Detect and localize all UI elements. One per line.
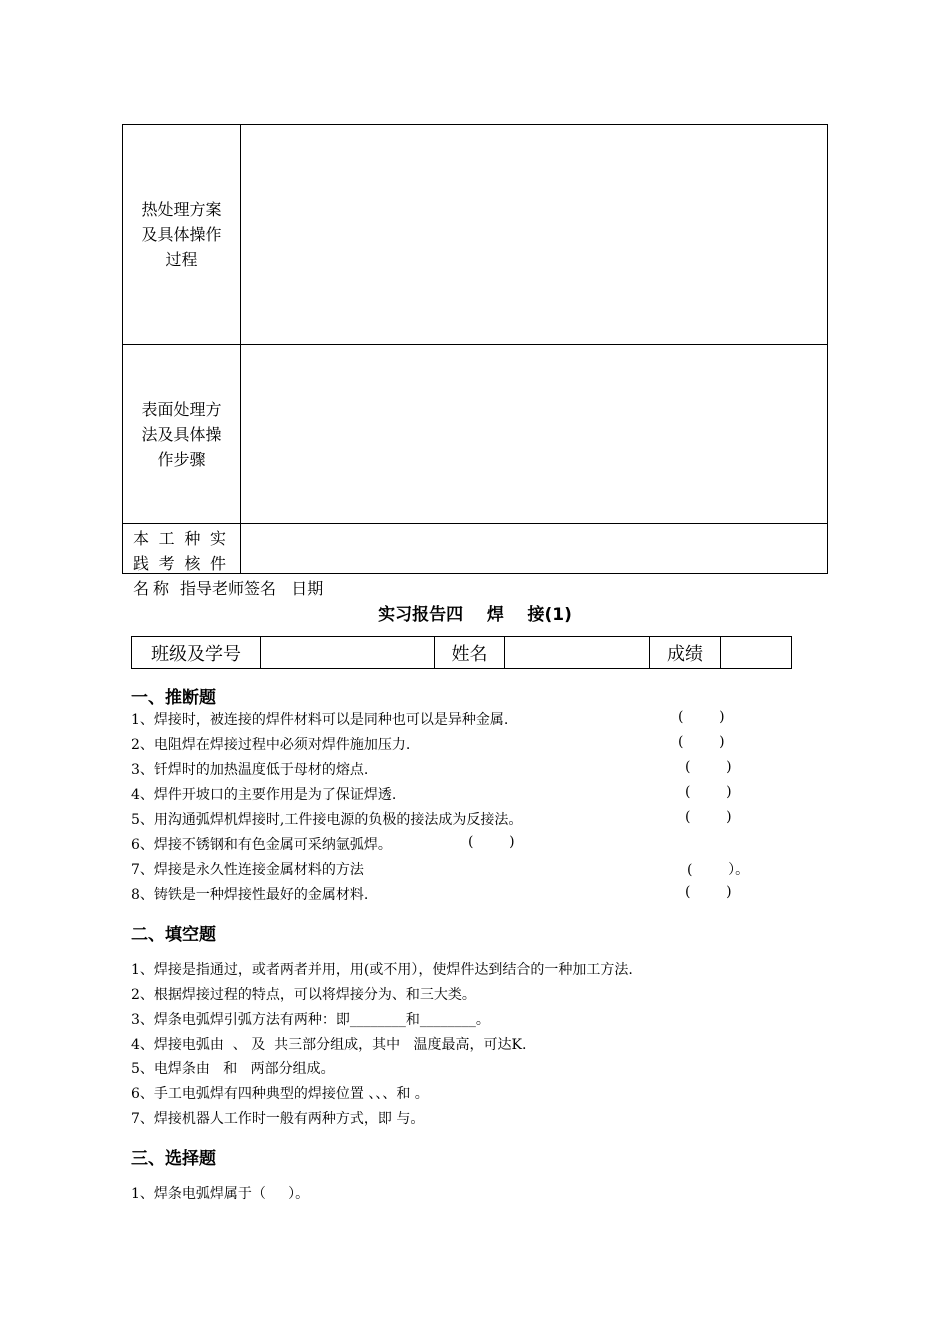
fill-blank-item: 7、焊接机器人工作时一般有两种方式，即 与。 bbox=[131, 1111, 425, 1127]
heat-treatment-content-cell bbox=[240, 124, 828, 345]
answer-paren[interactable]: ( ）。 bbox=[687, 862, 750, 878]
heat-treatment-label-cell bbox=[122, 124, 241, 345]
fill-blank-item: 2、根据焊接过程的特点，可以将焊接分为、和三大类。 bbox=[131, 987, 476, 1003]
signature-line: 指导老师签名 日期 bbox=[180, 579, 324, 598]
section3-heading: 三、选择题 bbox=[131, 1149, 216, 1169]
section2-heading: 二、填空题 bbox=[131, 925, 216, 945]
judgement-item: 8、铸铁是一种焊接性最好的金属材料. bbox=[131, 887, 369, 903]
section1-heading: 一、推断题 bbox=[131, 688, 216, 708]
answer-paren[interactable]: ( ) bbox=[685, 759, 732, 775]
report-title: 实习报告四 焊 接(1) bbox=[378, 605, 572, 625]
judgement-item: 5、用沟通弧焊机焊接时,工件接电源的负极的接法成为反接法。 bbox=[131, 812, 523, 828]
score-input-cell[interactable] bbox=[720, 636, 792, 669]
choice-item: 1、焊条电弧焊属于（ ）。 bbox=[131, 1186, 310, 1202]
practice-piece-content-cell bbox=[240, 523, 828, 574]
name-label-cell bbox=[434, 636, 505, 669]
answer-paren[interactable]: ( ) bbox=[678, 709, 725, 725]
answer-paren[interactable]: ( ) bbox=[468, 834, 515, 850]
practice-piece-label: 本工种实践考核件名称 bbox=[133, 529, 230, 598]
surface-treatment-content-cell bbox=[240, 344, 828, 524]
fill-blank-item: 5、电焊条由 和 两部分组成。 bbox=[131, 1061, 335, 1077]
judgement-item: 7、焊接是永久性连接金属材料的方法 bbox=[131, 862, 364, 878]
practice-piece-label-cell bbox=[122, 523, 241, 598]
surface-treatment-label-cell bbox=[122, 344, 241, 524]
answer-paren[interactable]: ( ) bbox=[685, 809, 732, 825]
judgement-item: 2、电阻焊在焊接过程中必须对焊件施加压力. bbox=[131, 737, 411, 753]
answer-paren[interactable]: ( ) bbox=[685, 884, 732, 900]
score-label: 成绩 bbox=[667, 643, 703, 665]
name-label: 姓名 bbox=[451, 643, 488, 665]
judgement-item: 1、焊接时，被连接的焊件材料可以是同种也可以是异种金属. bbox=[131, 712, 509, 728]
name-input-cell[interactable] bbox=[504, 636, 650, 669]
judgement-item: 4、焊件开坡口的主要作用是为了保证焊透. bbox=[131, 787, 397, 803]
class-label-cell bbox=[131, 636, 261, 669]
heat-treatment-label: 热处理方案及具体操作过程 bbox=[141, 200, 222, 269]
judgement-item: 3、钎焊时的加热温度低于母材的熔点. bbox=[131, 762, 369, 778]
answer-paren[interactable]: ( ) bbox=[678, 734, 725, 750]
fill-blank-item: 4、焊接电弧由 、 及 共三部分组成，其中 温度最高，可达K. bbox=[131, 1037, 527, 1053]
score-label-cell bbox=[649, 636, 721, 669]
fill-blank-item: 3、焊条电弧焊引弧方法有两种：即________和________。 bbox=[131, 1012, 490, 1028]
fill-blank-item: 1、焊接是指通过，或者两者并用，用(或不用），使焊件达到结合的一种加工方法. bbox=[131, 962, 633, 978]
fill-blank-item: 6、手工电弧焊有四种典型的焊接位置 、、、和 。 bbox=[131, 1086, 429, 1102]
answer-paren[interactable]: ( ) bbox=[685, 784, 732, 800]
class-input-cell[interactable] bbox=[260, 636, 435, 669]
class-label: 班级及学号 bbox=[151, 643, 241, 665]
surface-treatment-label: 表面处理方法及具体操作步骤 bbox=[141, 399, 222, 469]
judgement-item: 6、焊接不锈钢和有色金属可采纳氩弧焊。 bbox=[131, 837, 392, 853]
